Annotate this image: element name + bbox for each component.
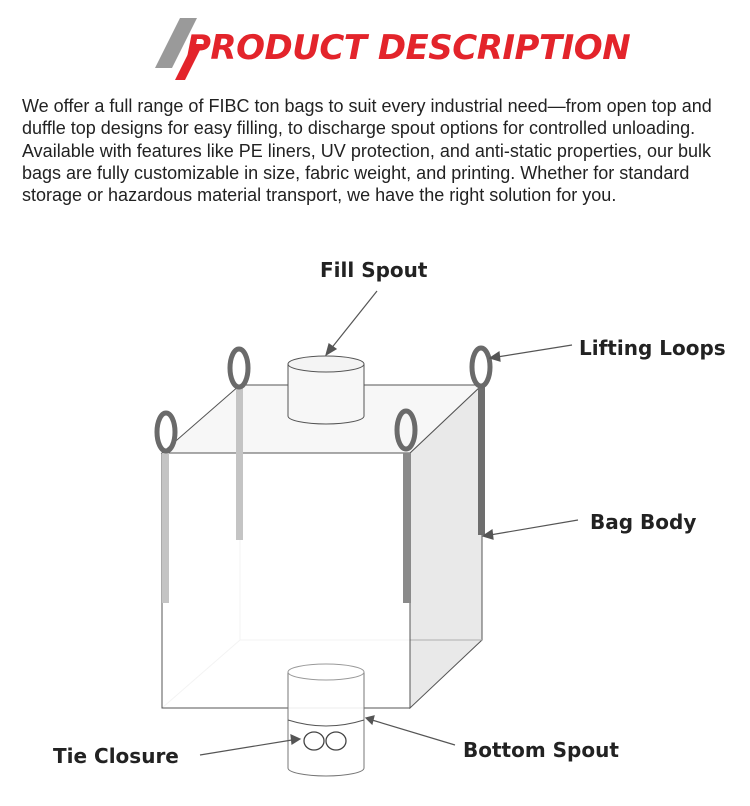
bottom-spout-label: Bottom Spout: [463, 738, 619, 762]
page-title: PRODUCT DESCRIPTION: [186, 28, 631, 68]
lifting-loops-label: Lifting Loops: [579, 336, 726, 360]
fill-spout-icon: [288, 356, 364, 424]
fill-spout-label: Fill Spout: [320, 258, 428, 282]
product-description-text: We offer a full range of FIBC ton bags to suit every industrial need—from open top and duffle top designs for easy filling, to discharge spout options for controlled unloading. Available with features like PE liners, UV protection, and anti-static properties, our bulk bags are fully customizable in size, fabric weight, and printing. Whether for standard storage or hazardous material transport, we have the right solution for you.: [22, 96, 712, 206]
tie-closure-label: Tie Closure: [53, 744, 179, 768]
bag-front-face: [162, 453, 410, 708]
bottom-spout-icon: [288, 664, 364, 776]
bag-body-label: Bag Body: [590, 510, 697, 534]
